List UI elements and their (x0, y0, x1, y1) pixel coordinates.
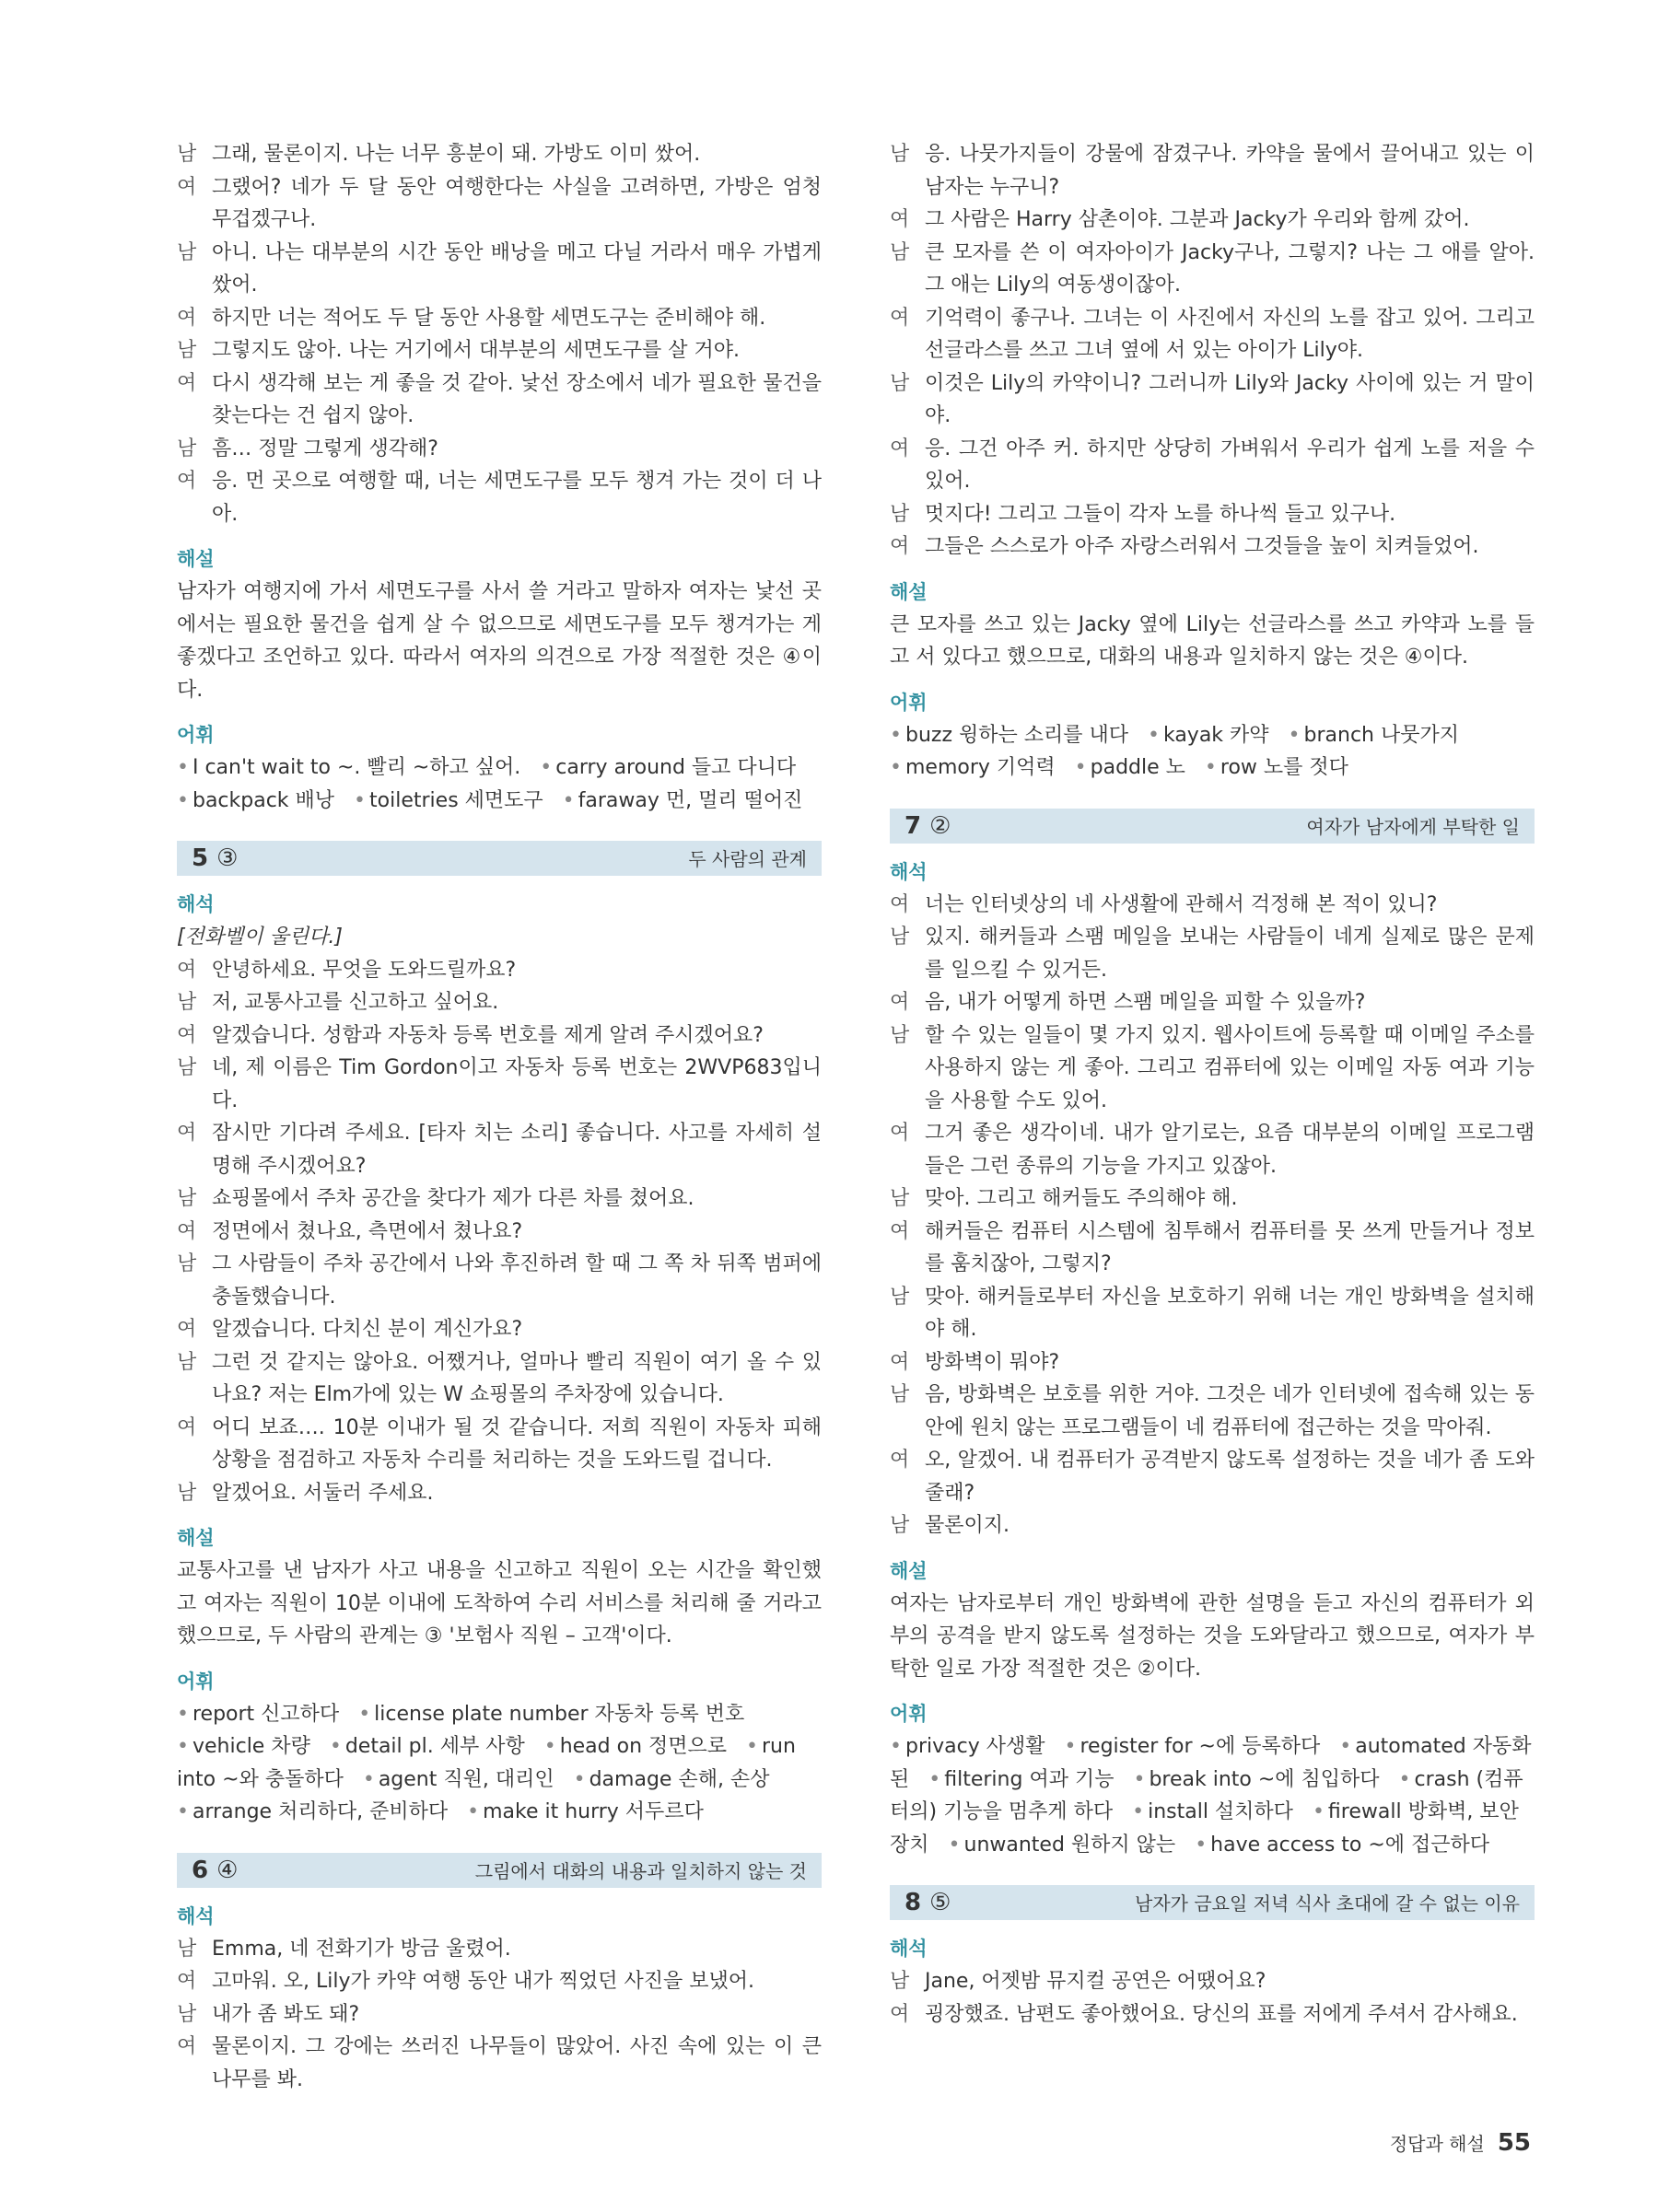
vocab-item: • kayak 카약 (1148, 724, 1269, 747)
dialog-text: 응. 나뭇가지들이 강물에 잠겼구나. 카약을 물에서 끌어내고 있는 이 남자는 누구니? (925, 143, 1535, 199)
dialog-line (890, 1444, 1535, 1509)
vocab-item: • vehicle 차량 (177, 1735, 310, 1758)
question-num: 5 (192, 844, 209, 872)
dialog-text: 네, 제 이름은 Tim Gordon이고 자동차 등록 번호는 2WVP683입니다. (212, 1056, 822, 1112)
page-footer (1390, 2129, 1531, 2157)
translation-heading: 해석 (177, 893, 215, 915)
question-type: 그림에서 대화의 내용과 일치하지 않는 것 (474, 1859, 807, 1882)
vocab-item: • carry around 들고 다니다 (540, 756, 796, 779)
vocab-item: • memory 기억력 (890, 756, 1056, 779)
dialog-line (177, 1117, 822, 1182)
vocab-item: • paddle 노 (1075, 756, 1185, 779)
dialog-text: 물론이지. 그 강에는 쓰러진 나무들이 많았어. 사진 속에 있는 이 큰 나무를 봐. (212, 2035, 822, 2091)
dialog-line (177, 1052, 822, 1117)
vocab-list (890, 1730, 1535, 1861)
dialog-line (177, 1412, 822, 1477)
dialog-line (890, 237, 1535, 302)
speaker-label: 남 (890, 1514, 910, 1537)
speaker-label: 여 (177, 2035, 197, 2058)
dialog-text: 그 사람들이 주차 공간에서 나와 후진하려 할 때 그 쪽 차 뒤쪽 범퍼에 충돌했습니다. (212, 1252, 822, 1309)
dialog-line (890, 889, 1535, 922)
speaker-label: 여 (177, 1122, 197, 1145)
answer-mark: ⑤ (929, 1889, 951, 1916)
commentary-text: 여자는 남자로부터 개인 방화벽에 관한 설명을 듣고 자신의 컴퓨터가 외부의 공격을 받지 않도록 설정하는 것을 도와달라고 했으므로, 여자가 부탁한 일로 가장 적절한 것은 ②이다. (890, 1591, 1535, 1681)
dialog-line (177, 1019, 822, 1053)
commentary-text: 큰 모자를 쓰고 있는 Jacky 옆에 Lily는 선글라스를 쓰고 카약과 노를 들고 서 있다고 했으므로, 대화의 내용과 일치하지 않는 것은 ④이다. (890, 612, 1535, 669)
dialog-text: Jane, 어젯밤 뮤지컬 공연은 어땠어요? (925, 1970, 1266, 1993)
question-header-8 (890, 1885, 1535, 1920)
dialog-line (177, 465, 822, 530)
dialog-text: 굉장했죠. 남편도 좋아했어요. 당신의 표를 저에게 주셔서 감사해요. (925, 2002, 1518, 2026)
speaker-label: 남 (177, 1481, 197, 1505)
dialog-line (177, 237, 822, 302)
answer-mark: ③ (216, 844, 239, 872)
dialog-line (177, 1248, 822, 1313)
vocab-item: • faraway 먼, 멀리 떨어진 (563, 789, 803, 812)
dialog-text: 그랬어? 네가 두 달 동안 여행한다는 사실을 고려하면, 가방은 엄청 무겁겠구나. (212, 175, 822, 231)
speaker-label: 여 (890, 1219, 910, 1243)
vocab-item: • damage 손해, 손상 (574, 1768, 770, 1791)
translation-heading: 해석 (890, 860, 928, 883)
dialog-line (890, 367, 1535, 433)
dialog-list (890, 138, 1535, 564)
speaker-label: 남 (177, 437, 197, 460)
dialog-text: 하지만 너는 적어도 두 달 동안 사용할 세면도구는 준비해야 해. (212, 306, 766, 330)
dialog-line (177, 433, 822, 466)
dialog-text: 음, 내가 어떻게 하면 스팸 메일을 피할 수 있을까? (925, 991, 1366, 1014)
commentary-text: 남자가 여행지에 가서 세면도구를 사서 쓸 거라고 말하자 여자는 낯선 곳에서는 필요한 물건을 쉽게 살 수 없으므로 세면도구를 모두 챙겨가는 게 좋겠다고 조언하고 있다. 따라서 여자의 의견으로 가장 적절한 것은 ④이다. (177, 580, 822, 702)
dialog-text: 다시 생각해 보는 게 좋을 것 같아. 낯선 장소에서 네가 필요한 물건을 찾는다는 건 쉽지 않아. (212, 371, 822, 427)
question-header-6 (177, 1853, 822, 1888)
page-number: 55 (1497, 2129, 1531, 2157)
speaker-label: 남 (177, 1252, 197, 1275)
vocab-item: • arrange 처리하다, 준비하다 (177, 1800, 448, 1823)
vocab-item: • license plate number 자동차 등록 번호 (358, 1703, 744, 1726)
question-num: 6 (192, 1856, 209, 1884)
dialog-line (890, 1998, 1535, 2032)
vocab-item: • head on 정면으로 (544, 1735, 727, 1758)
speaker-label: 여 (177, 306, 197, 330)
vocab-heading: 어휘 (177, 724, 215, 746)
speaker-label: 여 (177, 1023, 197, 1047)
dialog-line (890, 1965, 1535, 1998)
vocab-item: • break into ~에 침입하다 (1133, 1768, 1379, 1791)
question-type: 두 사람의 관계 (688, 848, 807, 870)
speaker-label: 여 (177, 958, 197, 982)
speaker-label: 남 (890, 143, 910, 166)
vocab-item: • backpack 배낭 (177, 789, 334, 812)
speaker-label: 남 (890, 371, 910, 395)
left-column (177, 138, 822, 2096)
vocab-item: • detail pl. 세부 사항 (330, 1735, 525, 1758)
dialog-list (890, 889, 1535, 1543)
dialog-text: 안녕하세요. 무엇을 도와드릴까요? (212, 958, 517, 982)
speaker-label: 여 (890, 306, 910, 330)
dialog-text: 너는 인터넷상의 네 사생활에 관해서 걱정해 본 적이 있니? (925, 892, 1438, 916)
answer-mark: ② (929, 811, 951, 840)
dialog-text: 방화벽이 뭐야? (925, 1350, 1060, 1374)
dialog-text: 맞아. 그리고 해커들도 주의해야 해. (925, 1187, 1238, 1210)
speaker-label: 여 (177, 1970, 197, 1993)
dialog-line (890, 1216, 1535, 1281)
speaker-label: 남 (177, 1937, 197, 1961)
dialog-line (177, 1998, 822, 2032)
dialog-text: 있지. 해커들과 스팸 메일을 보내는 사람들이 네게 실제로 많은 문제를 일으킬 수 있거든. (925, 926, 1535, 982)
right-column (890, 138, 1535, 2031)
vocab-item: • register for ~에 등록하다 (1064, 1735, 1320, 1758)
dialog-line (890, 498, 1535, 531)
speaker-label: 남 (890, 1285, 910, 1309)
vocab-item: • unwanted 원하지 않는 (949, 1834, 1176, 1857)
dialog-line (890, 302, 1535, 367)
speaker-label: 여 (177, 1219, 197, 1243)
dialog-text: 고마워. 오, Lily가 카약 여행 동안 내가 찍었던 사진을 보냈어. (212, 1970, 754, 1993)
dialog-text: 정면에서 쳤나요, 측면에서 쳤나요? (212, 1219, 523, 1243)
speaker-label: 남 (890, 1383, 910, 1406)
dialog-list (177, 954, 822, 1510)
dialog-text: 오, 알겠어. 내 컴퓨터가 공격받지 않도록 설정하는 것을 네가 좀 도와줄래? (925, 1449, 1535, 1505)
vocab-item: • branch 나뭇가지 (1289, 724, 1459, 747)
dialog-line (177, 1216, 822, 1249)
dialog-line (890, 1019, 1535, 1118)
vocab-heading: 어휘 (177, 1670, 215, 1693)
dialog-text: 음, 방화벽은 보호를 위한 거야. 그것은 네가 인터넷에 접속해 있는 동안에 원치 않는 프로그램들이 네 컴퓨터에 접근하는 것을 막아줘. (925, 1383, 1535, 1439)
dialog-text: 알겠습니다. 성함과 자동차 등록 번호를 제게 알려 주시겠어요? (212, 1023, 764, 1047)
dialog-text: 그런 것 같지는 않아요. 어쨌거나, 얼마나 빨리 직원이 여기 올 수 있나요? 저는 Elm가에 있는 W 쇼핑몰의 주차장에 있습니다. (212, 1350, 822, 1406)
dialog-line (177, 138, 822, 171)
speaker-label: 남 (890, 502, 910, 526)
dialog-text: 기억력이 좋구나. 그녀는 이 사진에서 자신의 노를 잡고 있어. 그리고 선글라스를 쓰고 그녀 옆에 서 있는 아이가 Lily야. (925, 306, 1535, 362)
question-num: 7 (905, 811, 922, 840)
commentary-heading: 해설 (177, 1527, 215, 1549)
speaker-label: 여 (177, 371, 197, 395)
dialog-line (177, 302, 822, 335)
dialog-list (177, 138, 822, 530)
dialog-text: 응. 먼 곳으로 여행할 때, 너는 세면도구를 모두 챙겨 가는 것이 더 나아. (212, 470, 822, 526)
commentary-heading: 해설 (890, 580, 928, 603)
dialog-text: 어디 보죠…. 10분 이내가 될 것 같습니다. 저희 직원이 자동차 피해 상황을 점검하고 자동차 수리를 처리하는 것을 도와드릴 겁니다. (212, 1415, 822, 1472)
speaker-label: 여 (177, 1318, 197, 1341)
dialog-line (177, 1346, 822, 1412)
dialog-line (177, 367, 822, 433)
dialog-text: 알겠습니다. 다치신 분이 계신가요? (212, 1318, 523, 1341)
dialog-line (890, 1281, 1535, 1346)
speaker-label: 남 (177, 339, 197, 362)
speaker-label: 남 (177, 1187, 197, 1210)
question-header-7 (890, 809, 1535, 844)
vocab-item: • have access to ~에 접근하다 (1195, 1834, 1489, 1857)
vocab-item: • firewall 방화벽, 보안 장치 (890, 1800, 1519, 1857)
dialog-text: 할 수 있는 일들이 몇 가지 있지. 웹사이트에 등록할 때 이메일 주소를 사용하지 않는 게 좋아. 그리고 컴퓨터에 있는 이메일 자동 여과 기능을 사용할 수도 있어. (925, 1023, 1535, 1112)
vocab-item: • row 노를 젓다 (1205, 756, 1348, 779)
dialog-text: Emma, 네 전화기가 방금 울렸어. (212, 1937, 511, 1961)
speaker-label: 남 (890, 1970, 910, 1993)
speaker-label: 남 (890, 926, 910, 949)
speaker-label: 여 (177, 470, 197, 493)
vocab-list (177, 751, 822, 817)
commentary-heading: 해설 (890, 1559, 928, 1582)
speaker-label: 여 (177, 175, 197, 199)
question-number (192, 1857, 238, 1884)
dialog-list (177, 1933, 822, 2097)
dialog-list (890, 1965, 1535, 2031)
speaker-label: 남 (177, 143, 197, 166)
dialog-line (177, 171, 822, 237)
dialog-line (890, 138, 1535, 204)
vocab-item: • buzz 윙하는 소리를 내다 (890, 724, 1128, 747)
dialog-text: 쇼핑몰에서 주차 공간을 찾다가 제가 다른 차를 쳤어요. (212, 1187, 694, 1210)
stage-direction: [전화벨이 울린다.] (177, 926, 343, 949)
dialog-text: 이것은 Lily의 카약이니? 그러니까 Lily와 Jacky 사이에 있는 거 말이야. (925, 371, 1535, 427)
vocab-item: • automated 자동화된 (890, 1735, 1532, 1791)
vocab-item: • install 설치하다 (1132, 1800, 1293, 1823)
dialog-text: 저, 교통사고를 신고하고 싶어요. (212, 991, 499, 1014)
question-number (192, 844, 238, 872)
question-header-5 (177, 841, 822, 876)
dialog-text: 흠… 정말 그렇게 생각해? (212, 437, 438, 460)
speaker-label: 여 (890, 1449, 910, 1472)
speaker-label: 남 (890, 1023, 910, 1047)
dialog-line (890, 433, 1535, 498)
vocab-item: • privacy 사생활 (890, 1735, 1045, 1758)
dialog-line (177, 2031, 822, 2096)
dialog-line (177, 1933, 822, 1966)
answer-mark: ④ (216, 1856, 239, 1884)
commentary-text: 교통사고를 낸 남자가 사고 내용을 신고하고 직원이 오는 시간을 확인했고 여자는 직원이 10분 이내에 도착하여 수리 서비스를 처리해 줄 거라고 했으므로, 두 사람의 관계는 ③ '보험사 직원 – 고객'이다. (177, 1559, 822, 1647)
speaker-label: 남 (177, 240, 197, 264)
speaker-label: 남 (177, 2002, 197, 2026)
dialog-line (177, 986, 822, 1019)
speaker-label: 여 (890, 1122, 910, 1145)
speaker-label: 남 (177, 1350, 197, 1374)
speaker-label: 남 (890, 240, 910, 264)
dialog-line (177, 954, 822, 987)
dialog-text: 아니. 나는 대부분의 시간 동안 배낭을 메고 다닐 거라서 매우 가볍게 쌌어. (212, 240, 822, 297)
dialog-text: 그래, 물론이지. 나는 너무 흥분이 돼. 가방도 이미 쌌어. (212, 143, 701, 166)
vocab-item: • report 신고하다 (177, 1703, 339, 1726)
dialog-text: 해커들은 컴퓨터 시스템에 침투해서 컴퓨터를 못 쓰게 만들거나 정보를 훔치잖아, 그렇지? (925, 1219, 1535, 1275)
dialog-text: 내가 좀 봐도 돼? (212, 2002, 360, 2026)
commentary-heading: 해설 (177, 548, 215, 570)
dialog-text: 잠시만 기다려 주세요. [타자 치는 소리] 좋습니다. 사고를 자세히 설명해 주시겠어요? (212, 1122, 822, 1178)
dialog-line (177, 1965, 822, 1998)
question-type: 남자가 금요일 저녁 식사 초대에 갈 수 없는 이유 (1135, 1892, 1520, 1915)
speaker-label: 여 (177, 1415, 197, 1439)
dialog-text: 큰 모자를 쓴 이 여자아이가 Jacky구나, 그렇지? 나는 그 애를 알아. 그 애는 Lily의 여동생이잖아. (925, 240, 1535, 297)
dialog-line (890, 1346, 1535, 1380)
vocab-item: • I can't wait to ~. 빨리 ~하고 싶어. (177, 756, 520, 779)
speaker-label: 남 (890, 1187, 910, 1210)
dialog-text: 그렇지도 않아. 나는 거기에서 대부분의 세면도구를 살 거야. (212, 339, 740, 362)
dialog-line (177, 1477, 822, 1510)
question-number (905, 812, 951, 840)
vocab-item: • crash (컴퓨터의) 기능을 멈추게 하다 (890, 1768, 1523, 1824)
vocab-list (177, 1698, 822, 1829)
question-number (905, 1889, 951, 1916)
vocab-item: • toiletries 세면도구 (354, 789, 543, 812)
dialog-line (890, 530, 1535, 564)
dialog-text: 맞아. 해커들로부터 자신을 보호하기 위해 너는 개인 방화벽을 설치해야 해. (925, 1285, 1535, 1341)
dialog-line (177, 1313, 822, 1346)
speaker-label: 여 (890, 991, 910, 1014)
translation-heading: 해석 (177, 1904, 215, 1927)
vocab-item: • filtering 여과 기능 (928, 1768, 1114, 1791)
vocab-item: • make it hurry 서두르다 (467, 1800, 704, 1823)
question-type: 여자가 남자에게 부탁한 일 (1306, 815, 1520, 838)
dialog-text: 물론이지. (925, 1514, 1010, 1537)
dialog-line (177, 1182, 822, 1216)
dialog-text: 응. 그건 아주 커. 하지만 상당히 가벼워서 우리가 쉽게 노를 저을 수 있어. (925, 437, 1535, 493)
dialog-text: 그 사람은 Harry 삼촌이야. 그분과 Jacky가 우리와 함께 갔어. (925, 208, 1470, 231)
speaker-label: 남 (177, 1056, 197, 1079)
vocab-heading: 어휘 (890, 1703, 928, 1725)
dialog-text: 알겠어요. 서둘러 주세요. (212, 1481, 434, 1505)
speaker-label: 여 (890, 1350, 910, 1374)
vocab-item: • run into ~와 충돌하다 (177, 1735, 796, 1791)
dialog-text: 멋지다! 그리고 그들이 각자 노를 하나씩 들고 있구나. (925, 502, 1396, 526)
speaker-label: 여 (890, 892, 910, 916)
speaker-label: 여 (890, 535, 910, 558)
dialog-line (890, 1182, 1535, 1216)
speaker-label: 남 (177, 991, 197, 1014)
footer-label: 정답과 해설 (1389, 2133, 1485, 2155)
dialog-line (890, 1509, 1535, 1543)
dialog-text: 그거 좋은 생각이네. 내가 알기로는, 요즘 대부분의 이메일 프로그램들은 그런 종류의 기능을 가지고 있잖아. (925, 1122, 1535, 1178)
dialog-line (890, 204, 1535, 237)
question-num: 8 (905, 1889, 922, 1916)
vocab-item: • agent 직원, 대리인 (363, 1768, 554, 1791)
speaker-label: 여 (890, 2002, 910, 2026)
dialog-line (890, 1117, 1535, 1182)
vocab-heading: 어휘 (890, 691, 928, 714)
vocab-list (890, 719, 1535, 785)
dialog-text: 그들은 스스로가 아주 자랑스러워서 그것들을 높이 치켜들었어. (925, 535, 1479, 558)
dialog-line (890, 1379, 1535, 1444)
dialog-line (890, 921, 1535, 986)
speaker-label: 여 (890, 208, 910, 231)
dialog-line (177, 334, 822, 367)
speaker-label: 여 (890, 437, 910, 460)
dialog-line (890, 986, 1535, 1019)
translation-heading: 해석 (890, 1938, 928, 1960)
